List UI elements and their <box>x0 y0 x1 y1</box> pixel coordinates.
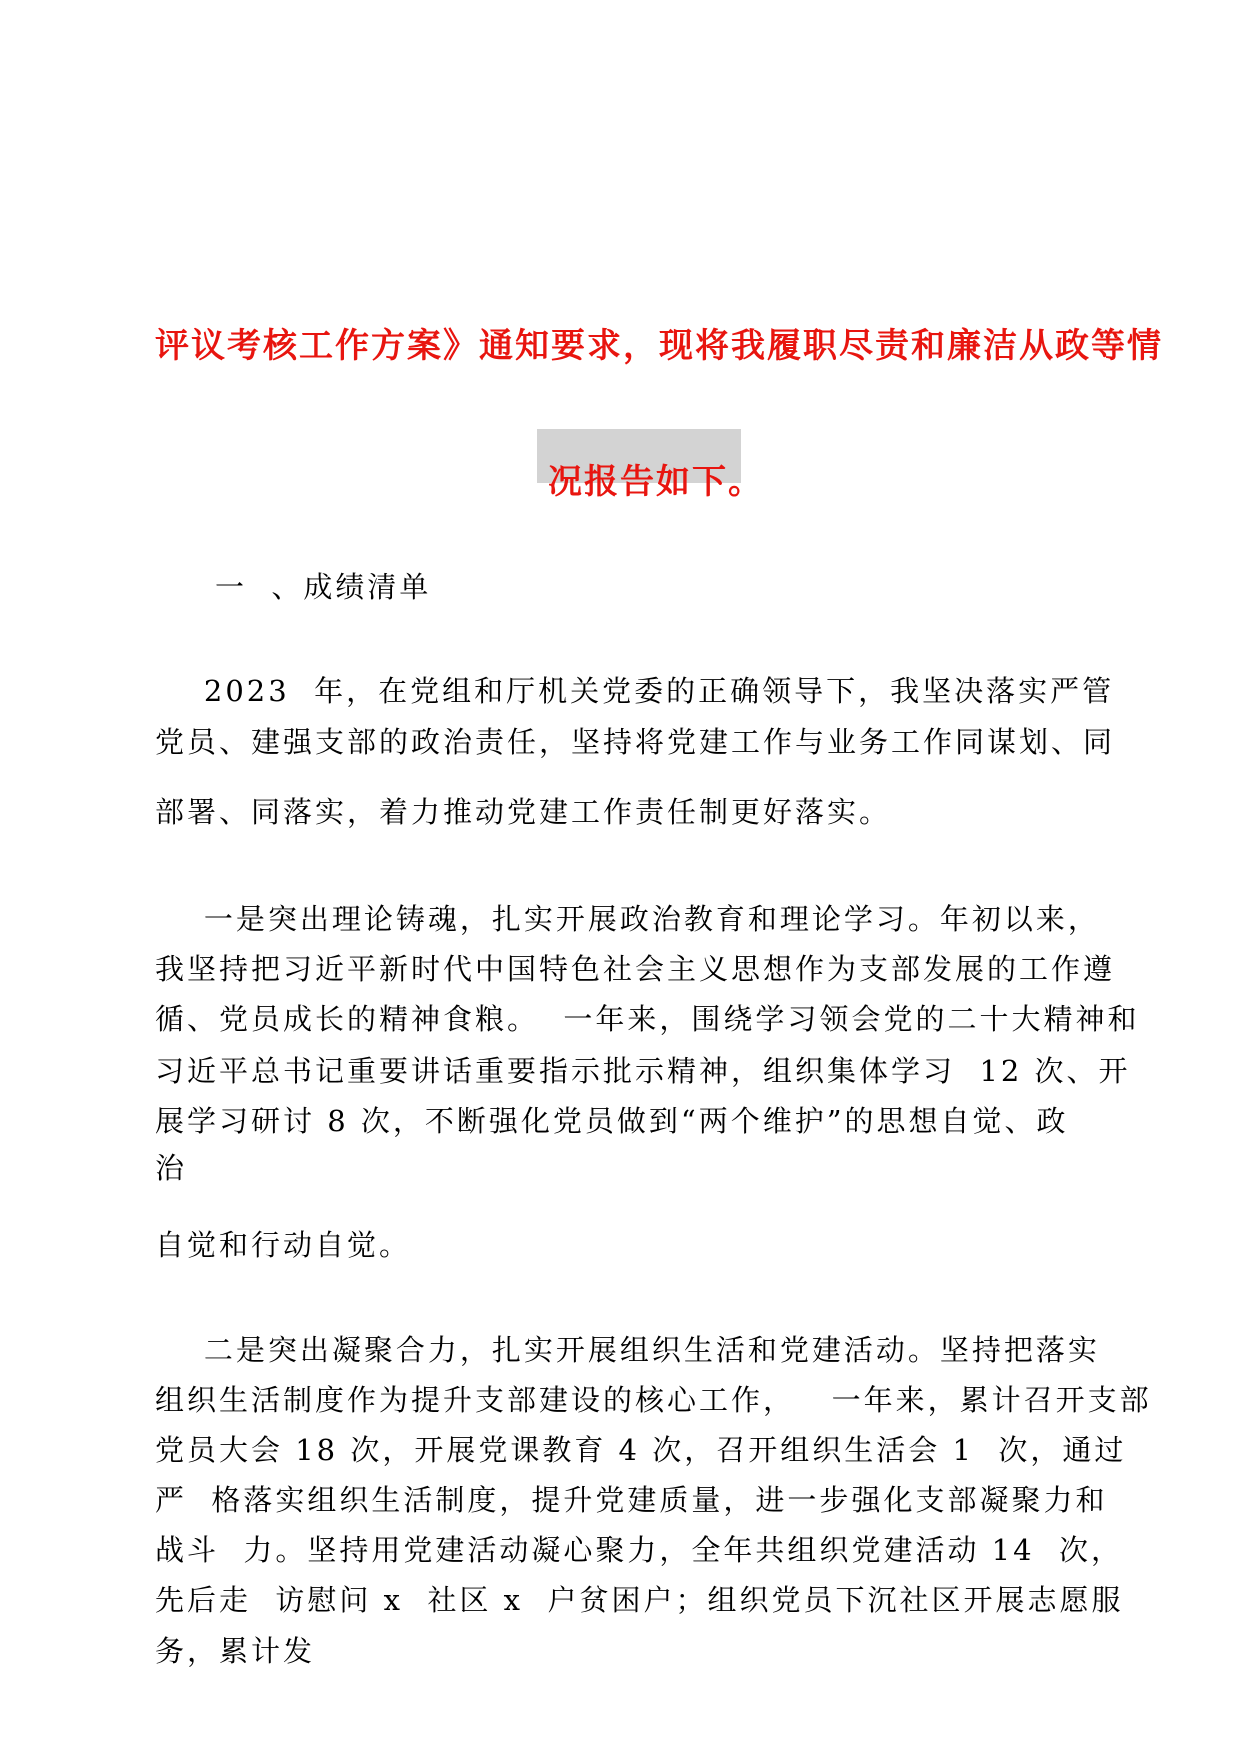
paragraph-3-line: 先后走 访慰问 x 社区 x 户贫困户；组织党员下沉社区开展志愿服 <box>155 1583 1124 1617</box>
paragraph-2-line: 一是突出理论铸魂，扎实开展政治教育和理论学习。年初以来， <box>155 902 1100 936</box>
paragraph-3-line: 战斗 力。坚持用党建活动凝心聚力，全年共组织党建活动 14 次， <box>155 1533 1123 1567</box>
paragraph-3-line: 务，累计发 <box>155 1634 316 1668</box>
paragraph-2-line: 循、党员成长的精神食粮。 一年来，围绕学习领会党的二十大精神和 <box>155 1002 1140 1036</box>
paragraph-3-line: 严 格落实组织生活制度，提升党建质量，进一步强化支部凝聚力和 <box>155 1483 1108 1517</box>
paragraph-2-line: 展学习研讨 8 次，不断强化党员做到“两个维护”的思想自觉、政 <box>155 1104 1069 1138</box>
paragraph-3-line: 党员大会 18 次，开展党课教育 4 次，召开组织生活会 1 次，通过 <box>155 1433 1127 1467</box>
paragraph-1-line: 部署、同落实，着力推动党建工作责任制更好落实。 <box>155 795 892 829</box>
heading-line-2: 况报告如下。 <box>548 462 764 502</box>
paragraph-2-line: 治 <box>155 1151 188 1185</box>
paragraph-1-line: 党员、建强支部的政治责任，坚持将党建工作与业务工作同谋划、同 <box>155 725 1116 759</box>
paragraph-3-line: 组织生活制度作为提升支部建设的核心工作， 一年来，累计召开支部 <box>155 1383 1152 1417</box>
heading-line-1: 评议考核工作方案》通知要求，现将我履职尽责和廉洁从政等情 <box>155 326 1163 366</box>
section-title: 一 、成绩清单 <box>215 570 432 604</box>
paragraph-2-line: 习近平总书记重要讲话重要指示批示精神，组织集体学习 12 次、开 <box>155 1054 1131 1088</box>
paragraph-1-line: 2023 年，在党组和厅机关党委的正确领导下，我坚决落实严管 <box>155 674 1115 708</box>
paragraph-2-line: 自觉和行动自觉。 <box>155 1228 412 1262</box>
paragraph-2-line: 我坚持把习近平新时代中国特色社会主义思想作为支部发展的工作遵 <box>155 952 1116 986</box>
paragraph-3-line: 二是突出凝聚合力，扎实开展组织生活和党建活动。坚持把落实 <box>155 1333 1100 1367</box>
